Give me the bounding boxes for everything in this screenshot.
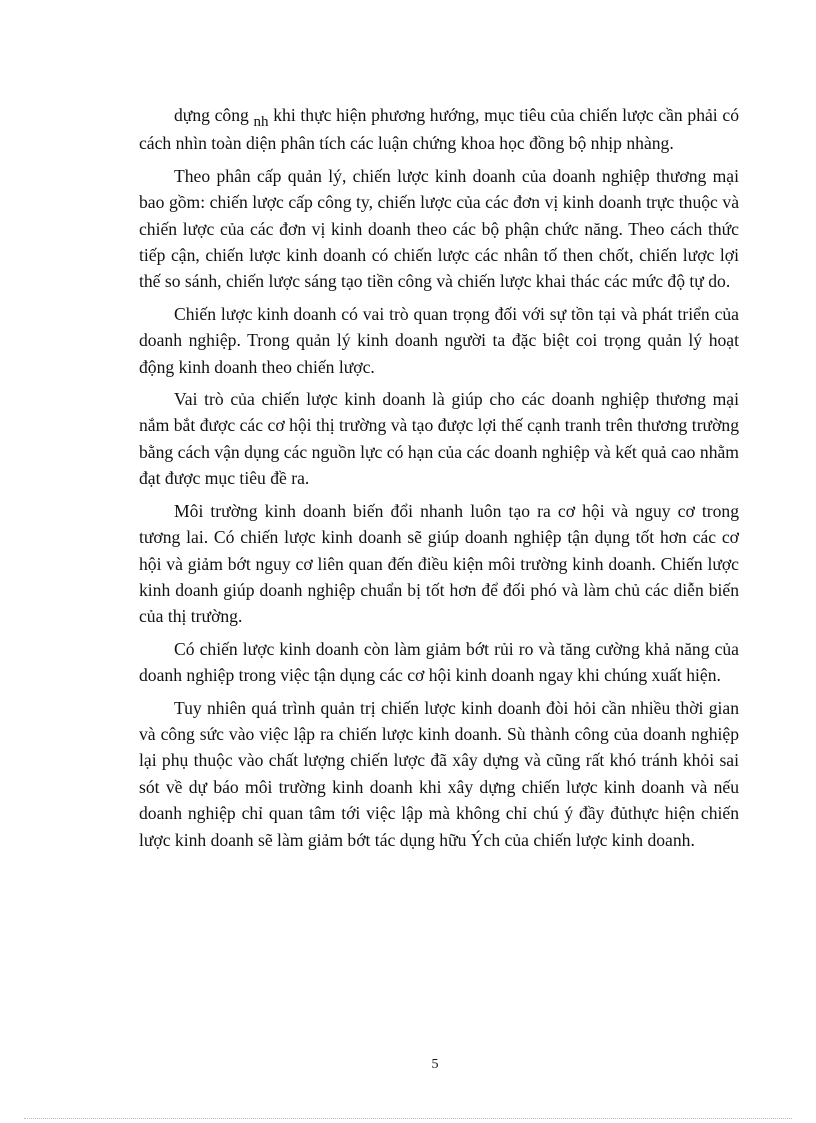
page-bottom-divider [24,1118,792,1119]
first-line-subscript: nh [253,114,269,130]
paragraph-continued [139,102,739,157]
paragraph-1: Theo phân cấp quản lý, chiến lược kinh doanh của doanh nghiệp thương mại bao gồm: chiến lược cấp công ty, chiến lược của các đơn vị kinh doanh trực thuộc và chiến lược của các đơn vị kinh doanh theo các bộ phận chức năng. Theo cách thức tiếp cận, chiến lược kinh doanh có chiến lược các nhân tố then chốt, chiến lược lợi thế so sánh, chiến lược sáng tạo tiền công và chiến lược khai thác các mức độ tự do. [139,165,739,292]
paragraph-5: Có chiến lược kinh doanh còn làm giảm bớt rủi ro và tăng cường khả năng của doanh nghiệp trong việc tận dụng các cơ hội kinh doanh ngay khi chúng xuất hiện. [139,638,739,686]
first-line-rest: khi thực hiện phương hướng, mục tiêu của chiến lược cần phải có cách nhìn toàn diện phân tích các luận chứng khoa học đồng bộ nhịp nhàng. [139,105,739,154]
paragraph-2: Chiến lược kinh doanh có vai trò quan trọng đối với sự tồn tại và phát triển của doanh nghiệp. Trong quản lý kinh doanh người ta đặc biệt coi trọng quản lý hoạt động kinh doanh theo chiến lược. [139,303,739,377]
paragraph-3: Vai trò của chiến lược kinh doanh là giúp cho các doanh nghiệp thương mại nắm bắt được các cơ hội thị trường và tạo được lợi thế cạnh tranh trên thương trường bằng cách vận dụng các nguồn lực có hạn của các doanh nghiệp và kết quả cao nhằm đạt được mục tiêu đề ra. [139,389,739,489]
paragraph-4: Môi trường kinh doanh biến đổi nhanh luôn tạo ra cơ hội và nguy cơ trong tương lai. Có chiến lược kinh doanh sẽ giúp doanh nghiệp tận dụng tốt hơn các cơ hội và giảm bớt nguy cơ liên quan đến điều kiện môi trường kinh doanh. Chiến lược kinh doanh giúp doanh nghiệp chuẩn bị tốt hơn để đối phó và làm chủ các diễn biến của thị trường. [139,500,739,627]
first-line-prefix: dựng công [174,105,249,125]
paragraph-6: Tuy nhiên quá trình quản trị chiến lược kinh doanh đòi hỏi cần nhiều thời gian và công sức vào việc lập ra chiến lược kinh doanh. Sù thành công của doanh nghiệp lại phụ thuộc vào chất lượng chiến lược đã xây dựng và cũng rất khó tránh khỏi sai sót về dự báo môi trường kinh doanh khi xây dựng chiến lược kinh doanh và nếu doanh nghiệp chỉ quan tâm tới việc lập mà không chỉ chú ý đầy đủthực hiện chiến lược kinh doanh sẽ làm giảm bớt tác dụng hữu Ých của chiến lược kinh doanh. [139,697,739,850]
page-number: 5 [431,1057,439,1072]
body-text [139,102,739,859]
